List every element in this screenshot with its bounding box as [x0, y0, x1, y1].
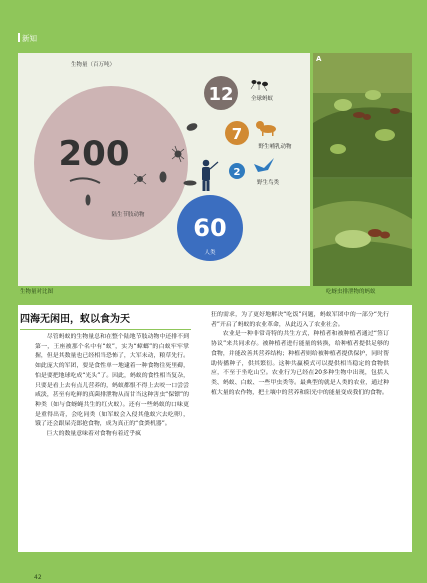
photo-panel — [313, 53, 412, 286]
biomass-figure — [18, 53, 310, 286]
lion-icon — [256, 121, 276, 136]
page-number: 42 — [34, 574, 42, 581]
ants-value: 12 — [208, 84, 234, 105]
humans-value: 60 — [193, 214, 227, 242]
paragraph: 巨大的数量意味着对食物有着近乎疯 — [46, 431, 142, 438]
header-bar — [0, 0, 427, 52]
terrestrial-label: 陆生节肢动物 — [111, 212, 145, 218]
article-title: 四海无闲田，蚁以食为天 — [20, 314, 130, 325]
birds-label: 野生鸟类 — [256, 180, 280, 186]
article-column-left — [35, 333, 189, 440]
section-label: 新知 — [22, 34, 37, 43]
unit-label: 生物量（百万吨） — [71, 62, 116, 68]
figure-caption: 生物量对比图 — [20, 289, 54, 295]
section-marker — [18, 33, 20, 42]
humans-label: 人类 — [204, 250, 216, 256]
beetle-icon — [160, 172, 166, 182]
mammals-label: 野生哺乳动物 — [258, 144, 292, 150]
title-rule — [20, 329, 191, 330]
ant-icon — [251, 80, 268, 91]
ants-label: 全球蚂蚁 — [250, 96, 274, 102]
butterfly-icon — [186, 122, 197, 131]
aphid-ant-photo — [313, 53, 412, 177]
cricket-icon — [184, 181, 196, 185]
birds-value: 2 — [233, 167, 241, 178]
photo-caption: 吃蚜虫排泄物的蚂蚁 — [326, 289, 376, 295]
article-column-right — [211, 311, 389, 398]
mammals-value: 7 — [231, 125, 243, 143]
person-icon — [202, 160, 218, 191]
photo-letter: A — [316, 55, 322, 63]
mantis-icon — [86, 195, 90, 205]
ant-closeup-photo — [313, 179, 412, 286]
paragraph: 尽管蚂蚁的生物量总和在整个陆地节肢动物中还排不到第一，王座被那个名中有“蚁”，实为“蟑螂”的白蚁牢牢掌握，但是其数量也已经相当恐怖了，大军未动，粮草先行。如此庞大的军团，要是食性单一地逮着一种食物往死里薅，怕是要把地球吃成“光头”了。因此，蚂蚁的食性相当复杂，只要是看上去有点儿营养的，蚂蚁都恨不得上去咬一口尝尝咸淡，甚至有吃鲜的真菌排泄物从而甘当这种害虫“保镖”的种类（如与食蚜蝇共生的红火蚁）。还有一些蚂蚁的口味更是重得出奇，会吃同类（如军蚁会入侵其他蚁穴去吃卵），饿了还会跟屎壳郎抢食物，成为真正的“食粪机器”。 — [35, 334, 189, 428]
biomass-chart — [18, 53, 310, 286]
bird-icon — [254, 158, 274, 172]
terrestrial-value: 200 — [58, 134, 130, 174]
paragraph: 农业是一种非常奇特的共生方式，种植者和被种植者通过“签订协议”来共同求存。被种植者进行能量的转换，给种植者提供足够的食物，并能改善其营养结构；种植者则给被种植者提供保护，同时帮助传播种子，供其繁衍。这种共赢模式可以提供相当稳定的食物供应，不至于坐吃山空。农业行为已经在20多种生物中出现，包括人类、蚂蚁、白蚁、一些甲虫类等。最典型的就是人类的农业，通过种植大量的农作物，把土壤中的营养和阳光中的能量变成我们的食物。 — [211, 331, 389, 396]
paragraph-continued: 狂的需求，为了更好地解决“吃饭”问题，蚂蚁军团中的一部分“先行者”开启了蚂蚁的农业革命，从此迈入了农业社会。 — [211, 312, 389, 328]
